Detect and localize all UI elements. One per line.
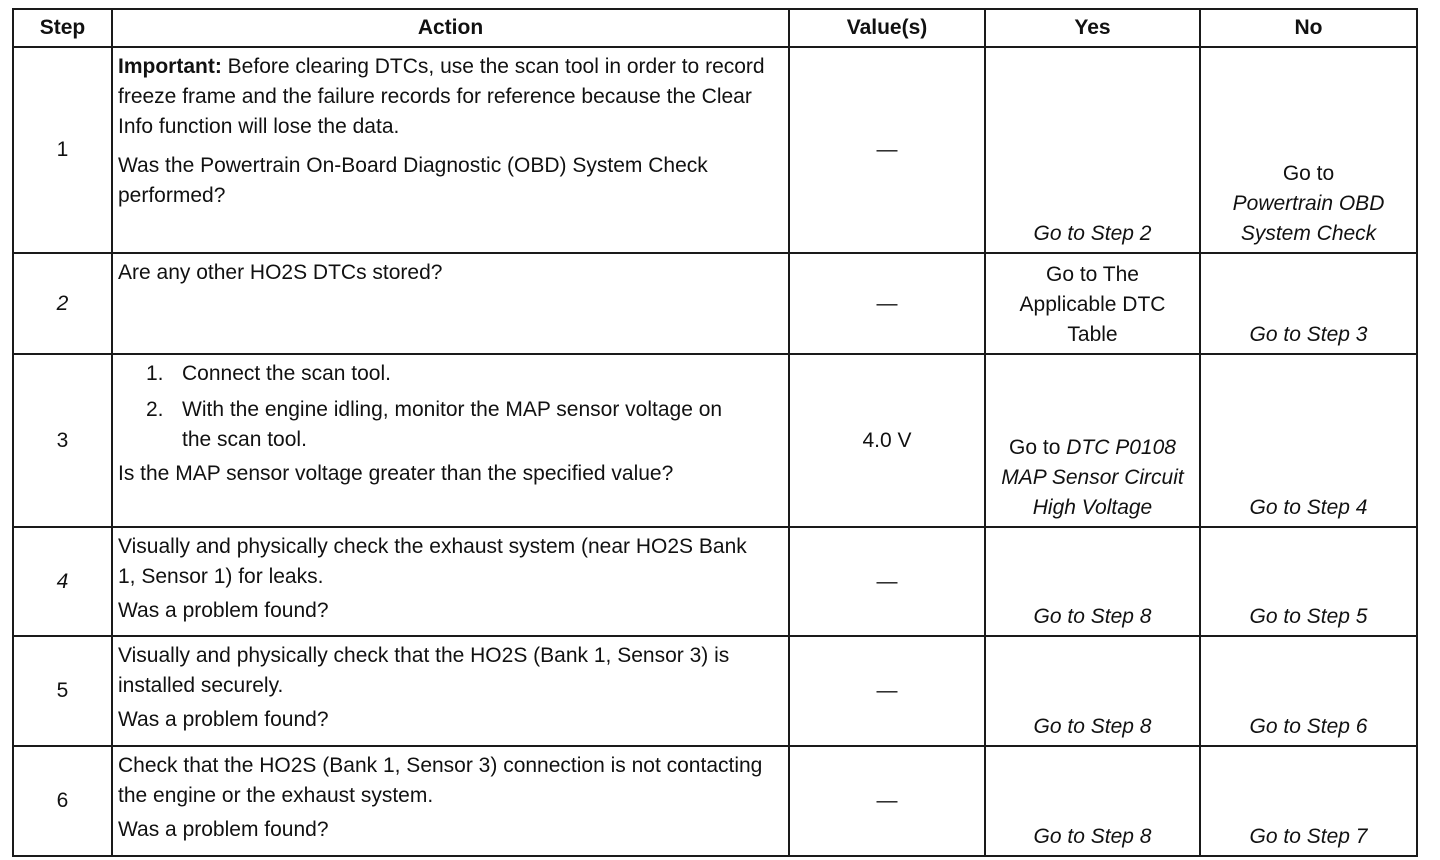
action-cell (112, 253, 789, 354)
no-link-prefix: Go to (1282, 162, 1335, 185)
header-step: Step (13, 9, 112, 47)
yes-link[interactable]: Go to Step 8 (985, 636, 1200, 746)
value-cell: — (789, 253, 985, 354)
list-item (118, 395, 784, 455)
value-cell: — (789, 746, 985, 856)
action-question: Was a problem found? (118, 818, 329, 841)
no-link[interactable]: Go to Step 3 (1200, 253, 1417, 354)
no-link[interactable]: Go to Step 5 (1200, 527, 1417, 636)
header-no: No (1200, 9, 1417, 47)
action-instruction: Visually and physically check that the HO2S (Bank 1, Sensor 3) is installed securely. (118, 644, 730, 697)
step-number: 2 (13, 253, 112, 354)
value-cell: 4.0 V (789, 354, 985, 527)
table-row (13, 527, 1417, 636)
action-cell (112, 746, 789, 856)
table-row (13, 47, 1417, 253)
action-question: Was a problem found? (118, 708, 329, 731)
step-number: 3 (13, 354, 112, 527)
action-question: Was a problem found? (118, 599, 329, 622)
table-row (13, 636, 1417, 746)
step-number: 4 (13, 527, 112, 636)
diagnostic-table (12, 8, 1418, 857)
header-row (13, 9, 1417, 47)
important-note (118, 52, 784, 142)
table-row (13, 746, 1417, 856)
action-question: Was the Powertrain On-Board Diagnostic (OBD) System Check performed? (118, 154, 708, 207)
action-question: Are any other HO2S DTCs stored? (118, 261, 443, 284)
no-link[interactable] (1200, 47, 1417, 253)
list-item-number: 1. (146, 362, 164, 385)
value-cell: — (789, 47, 985, 253)
table-row (13, 253, 1417, 354)
action-steps (118, 359, 784, 455)
no-link-target: Powertrain OBD System Check (1232, 192, 1385, 245)
yes-link[interactable]: Go to Step 8 (985, 746, 1200, 856)
action-instruction: Check that the HO2S (Bank 1, Sensor 3) connection is not contacting the engine or the exhaust system. (118, 754, 763, 807)
action-cell (112, 47, 789, 253)
important-label: Important: (118, 55, 222, 78)
list-item-text: Connect the scan tool. (182, 362, 391, 385)
step-number: 1 (13, 47, 112, 253)
yes-link-target: DTC P0108 MAP Sensor Circuit High Voltage (1001, 436, 1184, 519)
action-question: Is the MAP sensor voltage greater than the specified value? (118, 462, 674, 485)
header-action: Action (112, 9, 789, 47)
no-link[interactable]: Go to Step 7 (1200, 746, 1417, 856)
step-number: 5 (13, 636, 112, 746)
list-item-text: With the engine idling, monitor the MAP sensor voltage on the scan tool. (182, 398, 723, 451)
action-instruction: Visually and physically check the exhaust system (near HO2S Bank 1, Sensor 1) for leaks. (118, 535, 747, 588)
table-row (13, 354, 1417, 527)
no-link[interactable]: Go to Step 6 (1200, 636, 1417, 746)
value-cell: — (789, 636, 985, 746)
value-cell: — (789, 527, 985, 636)
no-link[interactable]: Go to Step 4 (1200, 354, 1417, 527)
header-values: Value(s) (789, 9, 985, 47)
header-yes: Yes (985, 9, 1200, 47)
yes-link[interactable]: Go to Step 2 (985, 47, 1200, 253)
yes-link-prefix: Go to (1009, 436, 1061, 459)
action-cell (112, 354, 789, 527)
list-item (118, 359, 784, 389)
yes-link[interactable]: Go to The Applicable DTC Table (985, 253, 1200, 354)
action-cell (112, 636, 789, 746)
yes-link[interactable]: Go to Step 8 (985, 527, 1200, 636)
step-number: 6 (13, 746, 112, 856)
yes-link[interactable] (985, 354, 1200, 527)
action-cell (112, 527, 789, 636)
list-item-number: 2. (146, 398, 164, 421)
important-text: Before clearing DTCs, use the scan tool in order to record freeze frame and the failure records for reference because the Clear Info function will lose the data. (118, 55, 765, 138)
